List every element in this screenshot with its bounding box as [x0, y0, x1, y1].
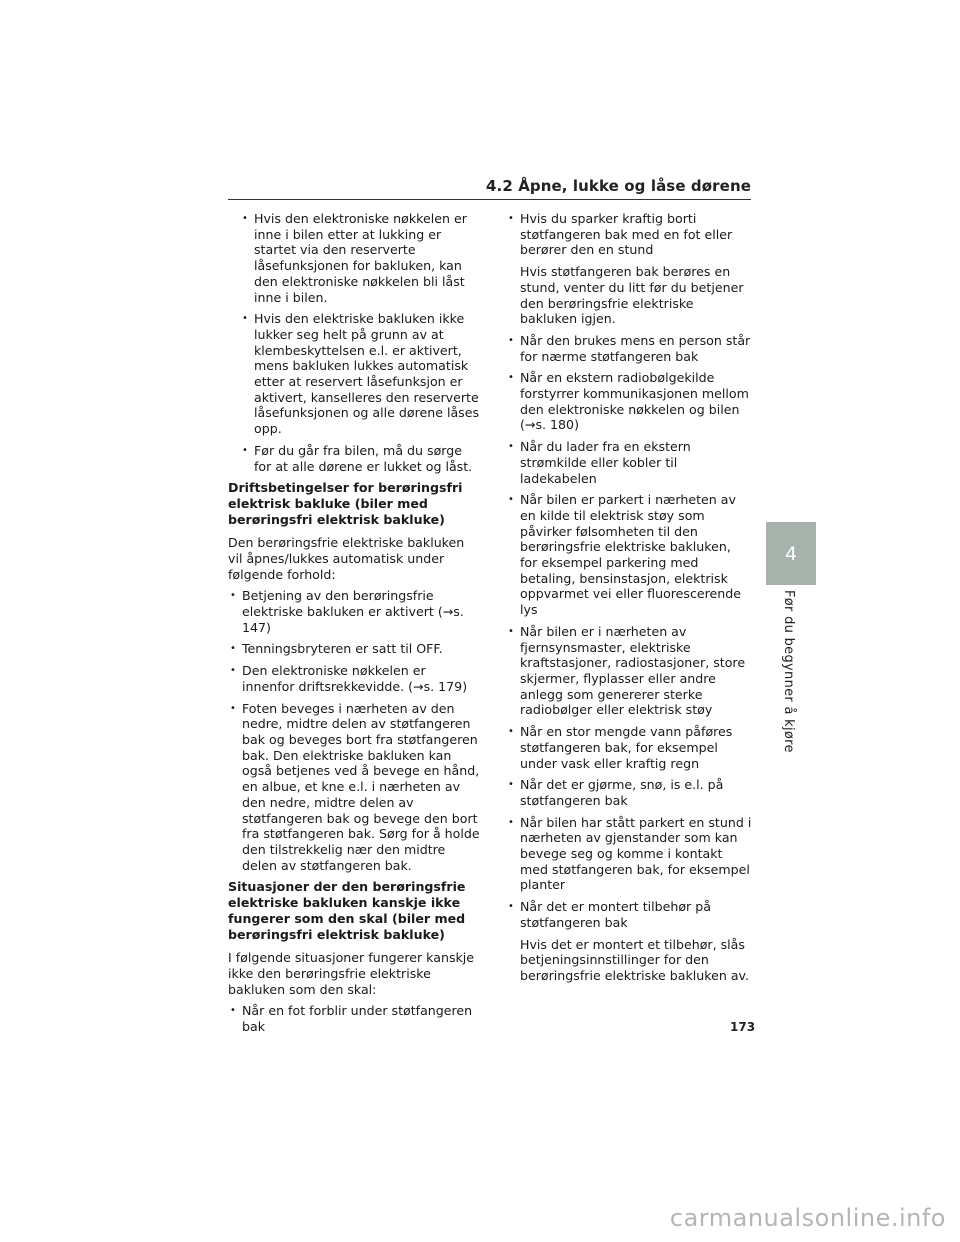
list-item-note: Hvis det er montert et tilbehør, slås betjeningsinnstillinger for den berøringsfrie elektriske bakluken av.: [520, 936, 750, 983]
page-header-title: 4.2 Åpne, lukke og låse dørene: [486, 177, 751, 195]
list-item: • Hvis du sparker kraftig borti støtfangeren bak med en fot eller berører den en stund: [506, 211, 752, 258]
list-item: • Når det er gjørme, snø, is e.l. på støtfangeren bak: [506, 777, 752, 808]
list-item: • Hvis den elektroniske nøkkelen er inne i bilen etter at lukking er startet via den reserverte låsefunksjonen for bakluken, kan den elektroniske nøkkelen bli låst inne i bilen.: [240, 211, 480, 305]
list-item: • Foten beveges i nærheten av den nedre, midtre delen av støtfangeren bak og beveges bort fra støtfangeren bak. Den elektriske bakluken kan også betjenes ved å bevege en hånd, en albue, et kne e.l. i nærheten av den nedre, midtre delen av støtfangeren bak og bevege den bort fra støtfangeren bak. Sørg for å holde den tilstrekkelig nær den midtre delen av støtfangeren bak.: [228, 701, 480, 874]
list-item: • Den elektroniske nøkkelen er innenfor driftsrekkevidde. (→s. 179): [228, 663, 480, 694]
list-item: • Når en ekstern radiobølgekilde forstyrrer kommunikasjonen mellom den elektroniske nøkkelen og bilen (→s. 180): [506, 370, 752, 433]
list-item: • Hvis den elektriske bakluken ikke lukker seg helt på grunn av at klembeskyttelsen e.l. er aktivert, mens bakluken lukkes automatisk etter at reservert låsefunksjon er aktivert, kanselleres den reserverte låsefunksjonen og alle dørene låses opp.: [240, 311, 480, 437]
right-column: [506, 211, 752, 990]
list-item: • Når en fot forblir under støtfangeren bak: [228, 1003, 480, 1034]
list-item: • Tenningsbryteren er satt til OFF.: [228, 641, 480, 657]
header-rule: [228, 199, 751, 200]
page-number: 173: [730, 1020, 756, 1034]
section-heading: Situasjoner der den berøringsfrie elektriske bakluken kanskje ikke fungerer som den skal (biler med berøringsfri elektrisk bakluke): [228, 879, 466, 943]
chapter-number: 4: [784, 542, 798, 565]
list-item: • Når bilen har stått parkert en stund i nærheten av gjenstander som kan bevege seg og komme i kontakt med støtfangeren bak, for eksempel planter: [506, 815, 752, 894]
section-heading: Driftsbetingelser for berøringsfri elektrisk bakluke (biler med berøringsfri elektrisk bakluke): [228, 480, 463, 528]
list-item: • Før du går fra bilen, må du sørge for at alle dørene er lukket og låst.: [240, 443, 480, 474]
list-item: • Når den brukes mens en person står for nærme støtfangeren bak: [506, 333, 752, 364]
chapter-title: Før du begynner å kjøre: [781, 590, 796, 753]
list-item: • Når det er montert tilbehør på støtfangeren bak: [506, 899, 752, 930]
list-item: • Når bilen er parkert i nærheten av en kilde til elektrisk støy som påvirker følsomheten til den berøringsfrie elektriske bakluken, for eksempel parkering med betaling, bensinstasjon, elektrisk oppvarmet vei eller fluorescerende lys: [506, 492, 752, 618]
paragraph: I følgende situasjoner fungerer kanskje ikke den berøringsfrie elektriske bakluken som den skal:: [228, 950, 475, 997]
list-item-note: Hvis støtfangeren bak berøres en stund, venter du litt før du betjener den berøringsfrie elektriske bakluken igjen.: [520, 264, 744, 327]
list-item: • Betjening av den berøringsfrie elektriske bakluken er aktivert (→s. 147): [228, 588, 480, 635]
chapter-tab: [766, 522, 816, 585]
left-column: [228, 211, 480, 1041]
list-item: • Når en stor mengde vann påføres støtfangeren bak, for eksempel under vask eller kraftig regn: [506, 724, 752, 771]
watermark: carmanualsonline.info: [669, 1204, 946, 1232]
paragraph: Den berøringsfrie elektriske bakluken vil åpnes/lukkes automatisk under følgende forhold:: [228, 535, 465, 582]
list-item: • Når bilen er i nærheten av fjernsynsmaster, elektriske kraftstasjoner, radiostasjoner, store skjermer, flyplasser eller andre anlegg som genererer sterke radiobølger eller elektrisk støy: [506, 624, 752, 718]
list-item: • Når du lader fra en ekstern strømkilde eller kobler til ladekabelen: [506, 439, 752, 486]
